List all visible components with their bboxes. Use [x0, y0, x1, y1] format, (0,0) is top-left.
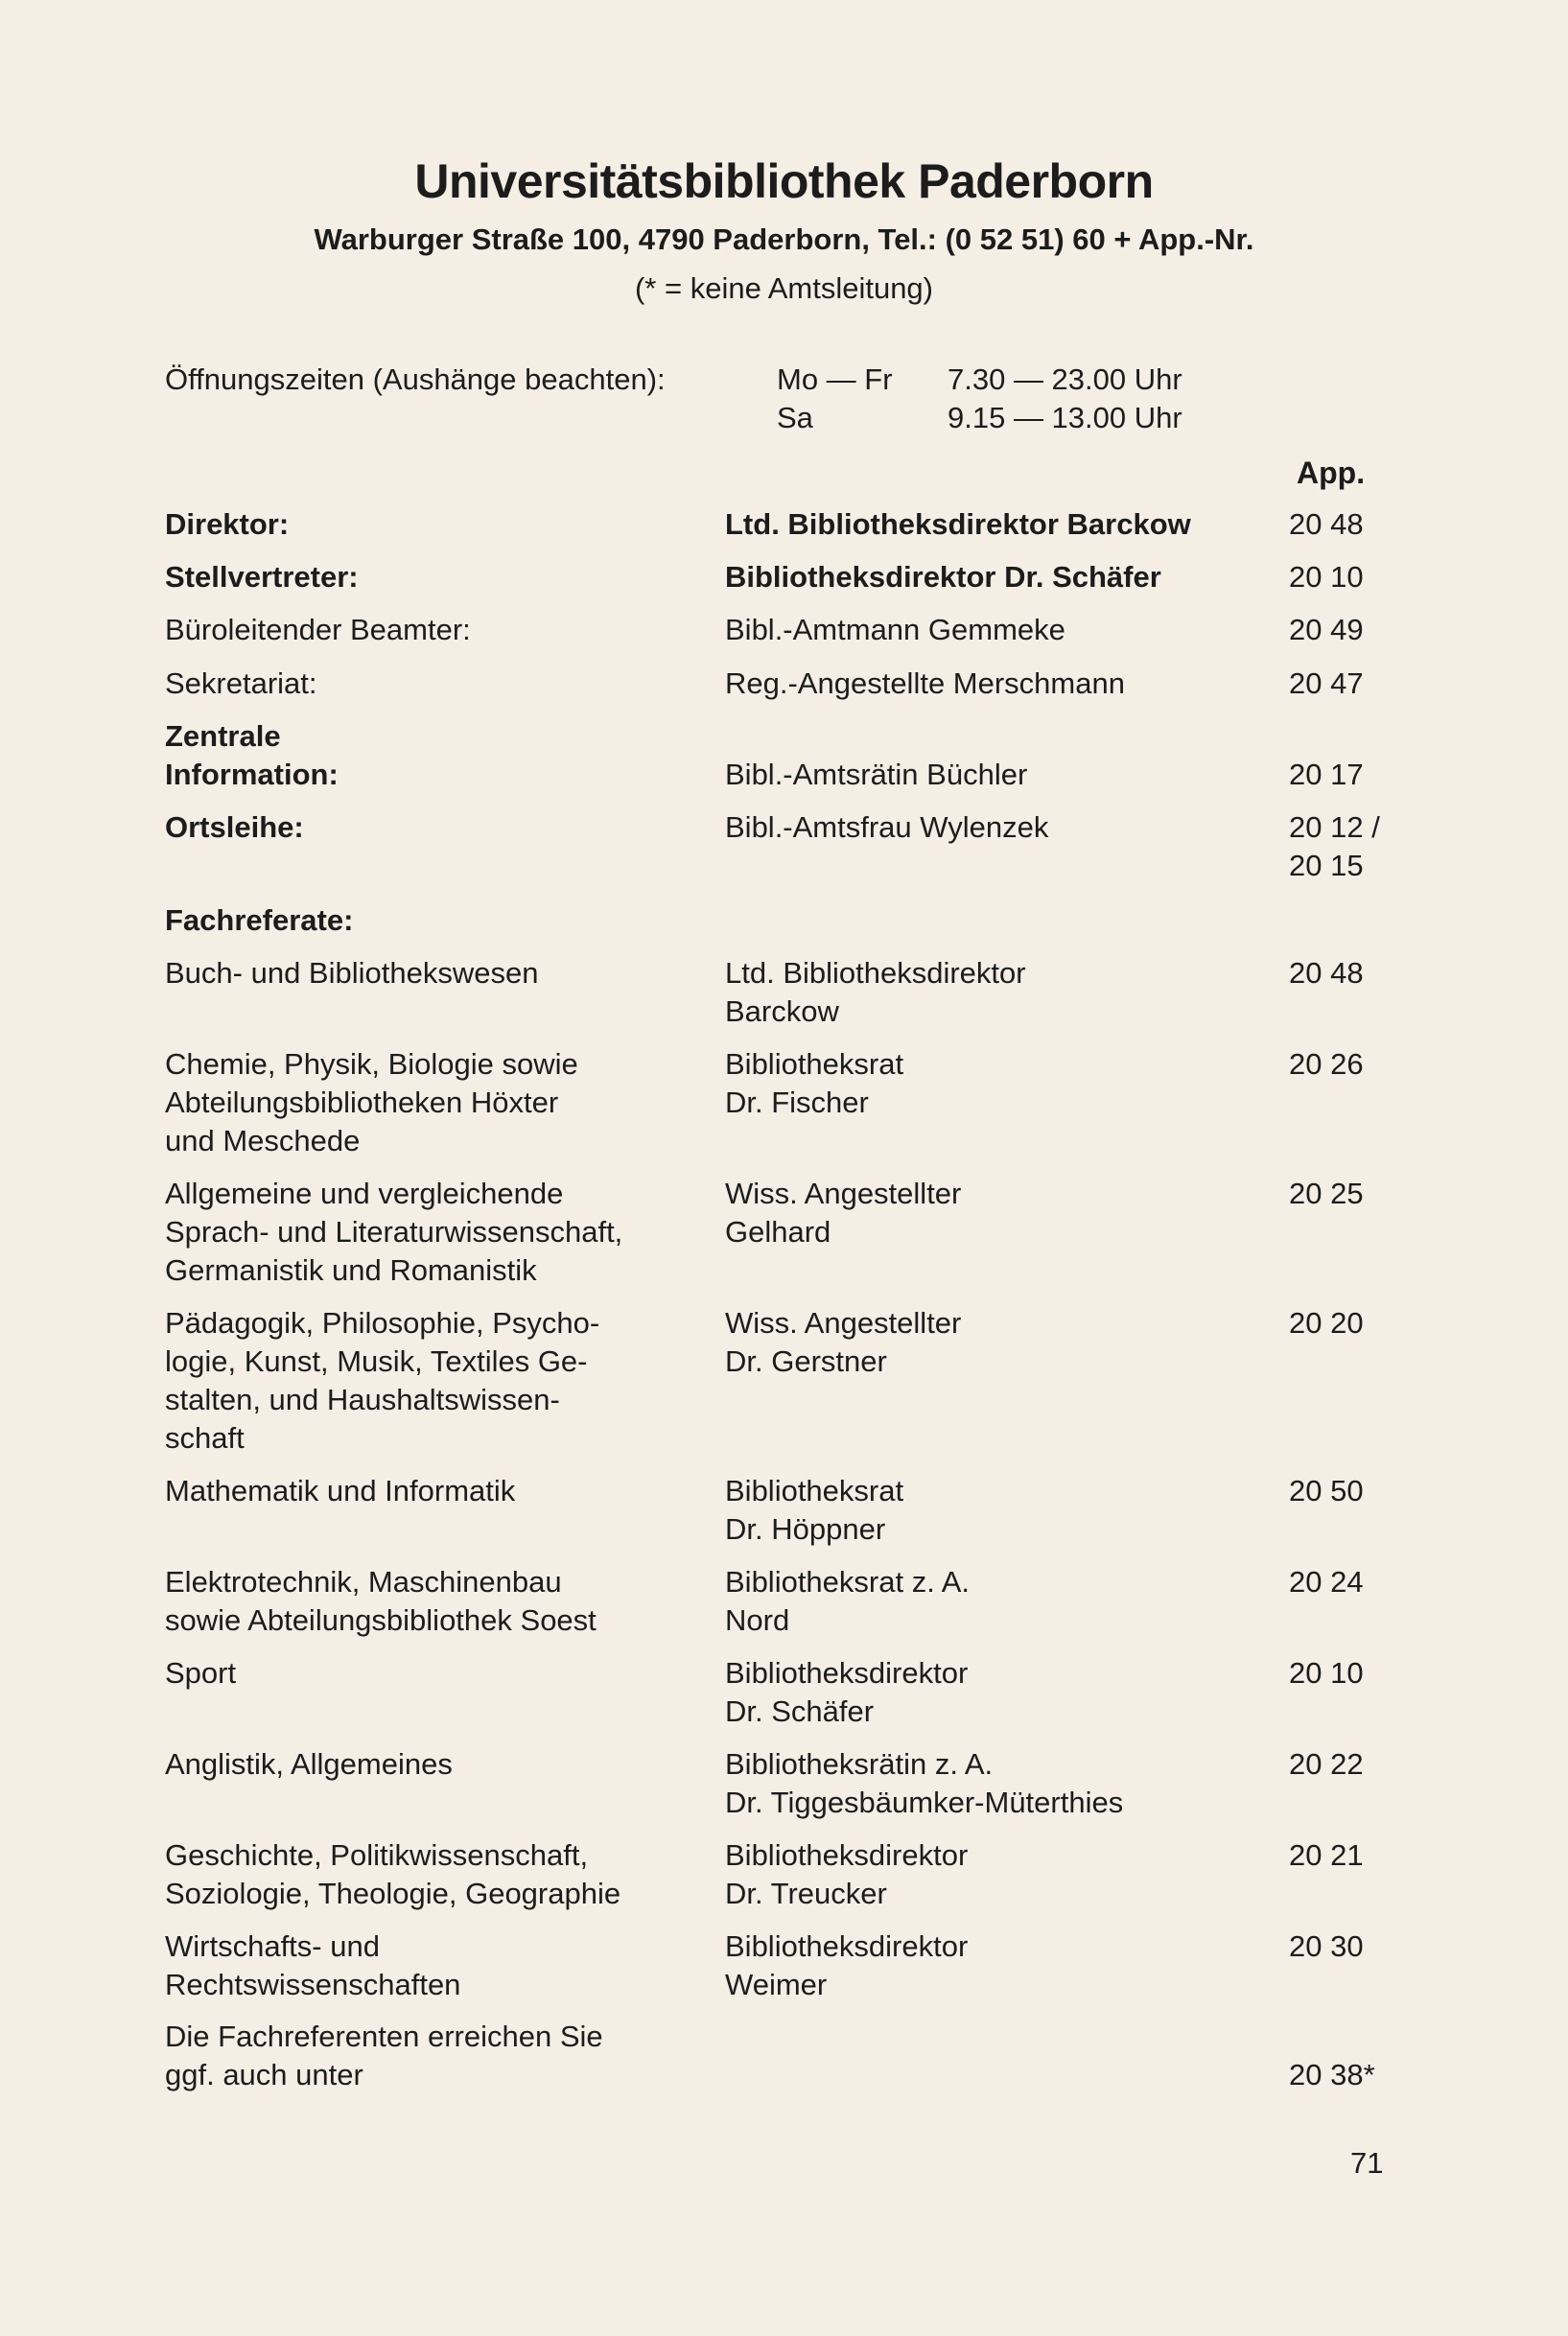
person-line: Dr. Treucker: [725, 1877, 887, 1910]
hours-row: [777, 362, 1182, 397]
person-line: Nord: [725, 1603, 790, 1637]
extension: 20 20: [1289, 1306, 1364, 1340]
person-line: Weimer: [725, 1968, 828, 2001]
footer-extension: 20 38*: [1289, 2058, 1375, 2091]
person-line: Dr. Schäfer: [725, 1694, 875, 1728]
staff-extension: 20 49: [1289, 613, 1364, 646]
person: [725, 1472, 1262, 1549]
opening-hours-label: Öffnungszeiten (Aushänge beachten):: [165, 362, 666, 396]
person: [725, 1927, 1262, 2004]
person-line: Bibliotheksrat z. A.: [725, 1565, 971, 1599]
hours-day: Sa: [777, 401, 813, 434]
extension: 20 22: [1289, 1747, 1364, 1781]
subject: [165, 1836, 702, 1913]
staff-extension: 20 10: [1289, 560, 1364, 594]
subject-line: Geschichte, Politikwissenschaft,: [165, 1838, 589, 1872]
person-line: Bibliotheksrätin z. A.: [725, 1747, 994, 1781]
subject-line: Allgemeine und vergleichende: [165, 1177, 564, 1210]
subject: [165, 1654, 702, 1693]
staff-name: Bibl.-Amtmann Gemmeke: [725, 613, 1065, 646]
person-line: Gelhard: [725, 1215, 831, 1249]
staff-extension: 20 48: [1289, 507, 1364, 541]
subject-line: stalten, und Haushaltswissen-: [165, 1383, 560, 1416]
subject: [165, 1472, 702, 1510]
subject-line: und Meschede: [165, 1124, 361, 1157]
staff-role: Direktor:: [165, 507, 290, 541]
person: [725, 1175, 1262, 1251]
staff-extension: [1289, 808, 1423, 885]
extension: 20 26: [1289, 1047, 1364, 1081]
person-line: Wiss. Angestellter: [725, 1306, 962, 1340]
subject-line: schaft: [165, 1421, 245, 1455]
person-line: Barckow: [725, 994, 839, 1028]
staff-name: Reg.-Angestellte Merschmann: [725, 666, 1125, 700]
page-title: Universitätsbibliothek Paderborn: [414, 154, 1154, 208]
person-line: Wiss. Angestellter: [725, 1177, 962, 1210]
address-line: Warburger Straße 100, 4790 Paderborn, Tel.: (0 52 51) 60 + App.-Nr.: [314, 222, 1254, 256]
person-line: Bibliotheksrat: [725, 1474, 904, 1507]
person: [725, 1654, 1262, 1731]
amtsleitung-note: (* = keine Amtsleitung): [634, 271, 933, 305]
subject: [165, 954, 702, 993]
footer-note-line: ggf. auch unter: [165, 2058, 363, 2091]
person: [725, 1745, 1262, 1822]
hours-day: Mo — Fr: [777, 362, 893, 396]
footer-note: [165, 2018, 760, 2094]
person-line: Bibliotheksrat: [725, 1047, 904, 1081]
extension: 20 48: [1289, 956, 1364, 990]
extension: 20 24: [1289, 1565, 1364, 1599]
person-line: Dr. Fischer: [725, 1086, 869, 1119]
subject-line: Wirtschafts- und: [165, 1929, 380, 1963]
person: [725, 1304, 1262, 1381]
person: [725, 954, 1262, 1031]
subject: [165, 1304, 702, 1458]
subject-line: Elektrotechnik, Maschinenbau: [165, 1565, 562, 1599]
extension: 20 21: [1289, 1838, 1364, 1872]
staff-role: Ortsleihe:: [165, 810, 304, 844]
staff-extension-line: 20 15: [1289, 849, 1364, 882]
extension: 20 30: [1289, 1929, 1364, 1963]
person: [725, 1836, 1262, 1913]
staff-role: Sekretariat:: [165, 666, 317, 700]
extension: 20 50: [1289, 1474, 1364, 1507]
staff-name: Bibl.-Amtsfrau Wylenzek: [725, 810, 1049, 844]
extension: 20 25: [1289, 1177, 1364, 1210]
staff-name: Ltd. Bibliotheksdirektor Barckow: [725, 507, 1191, 541]
hours-time: 7.30 — 23.00 Uhr: [948, 362, 1182, 396]
person-line: Dr. Höppner: [725, 1512, 886, 1546]
staff-role-line: Zentrale: [165, 719, 281, 753]
person-line: Dr. Tiggesbäumker-Müterthies: [725, 1786, 1124, 1819]
staff-extension: 20 17: [1289, 758, 1364, 791]
person: [725, 1045, 1262, 1122]
person-line: Bibliotheksdirektor: [725, 1838, 969, 1872]
person: [725, 1563, 1262, 1640]
person-line: Bibliotheksdirektor: [725, 1929, 969, 1963]
subject-line: Soziologie, Theologie, Geographie: [165, 1877, 621, 1910]
person-line: Ltd. Bibliotheksdirektor: [725, 956, 1026, 990]
person-line: Bibliotheksdirektor: [725, 1656, 969, 1690]
staff-role: Stellvertreter:: [165, 560, 359, 594]
staff-extension: 20 47: [1289, 666, 1364, 700]
page-number: 71: [1350, 2146, 1384, 2180]
staff-role-line: Information:: [165, 758, 339, 791]
subject-line: Sprach- und Literaturwissenschaft,: [165, 1215, 623, 1249]
subject-line: Rechtswissenschaften: [165, 1968, 461, 2001]
subject: [165, 1927, 702, 2004]
subject: [165, 1175, 702, 1290]
hours-time: 9.15 — 13.00 Uhr: [948, 401, 1182, 434]
person-line: Dr. Gerstner: [725, 1344, 887, 1378]
subject: [165, 1563, 702, 1640]
extension: 20 10: [1289, 1656, 1364, 1690]
footer-note-line: Die Fachreferenten erreichen Sie: [165, 2020, 603, 2053]
fachreferate-heading: Fachreferate:: [165, 903, 354, 937]
staff-role: [165, 717, 702, 794]
subject-line: Abteilungsbibliotheken Höxter: [165, 1086, 559, 1119]
subject-line: Pädagogik, Philosophie, Psycho-: [165, 1306, 600, 1340]
staff-name: Bibliotheksdirektor Dr. Schäfer: [725, 560, 1161, 594]
staff-name: Bibl.-Amtsrätin Büchler: [725, 758, 1028, 791]
subject-line: Buch- und Bibliothekswesen: [165, 956, 539, 990]
subject-line: Sport: [165, 1656, 237, 1690]
subject-line: Mathematik und Informatik: [165, 1474, 516, 1507]
subject-line: sowie Abteilungsbibliothek Soest: [165, 1603, 597, 1637]
subject-line: Germanistik und Romanistik: [165, 1253, 537, 1287]
staff-role: Büroleitender Beamter:: [165, 613, 471, 646]
subject-line: logie, Kunst, Musik, Textiles Ge-: [165, 1344, 588, 1378]
app-column-header: App.: [1297, 456, 1366, 490]
hours-row: [777, 401, 1182, 435]
staff-extension-line: 20 12 /: [1289, 810, 1380, 844]
subject: [165, 1045, 702, 1160]
subject-line: Anglistik, Allgemeines: [165, 1747, 453, 1781]
subject: [165, 1745, 702, 1784]
subject-line: Chemie, Physik, Biologie sowie: [165, 1047, 578, 1081]
